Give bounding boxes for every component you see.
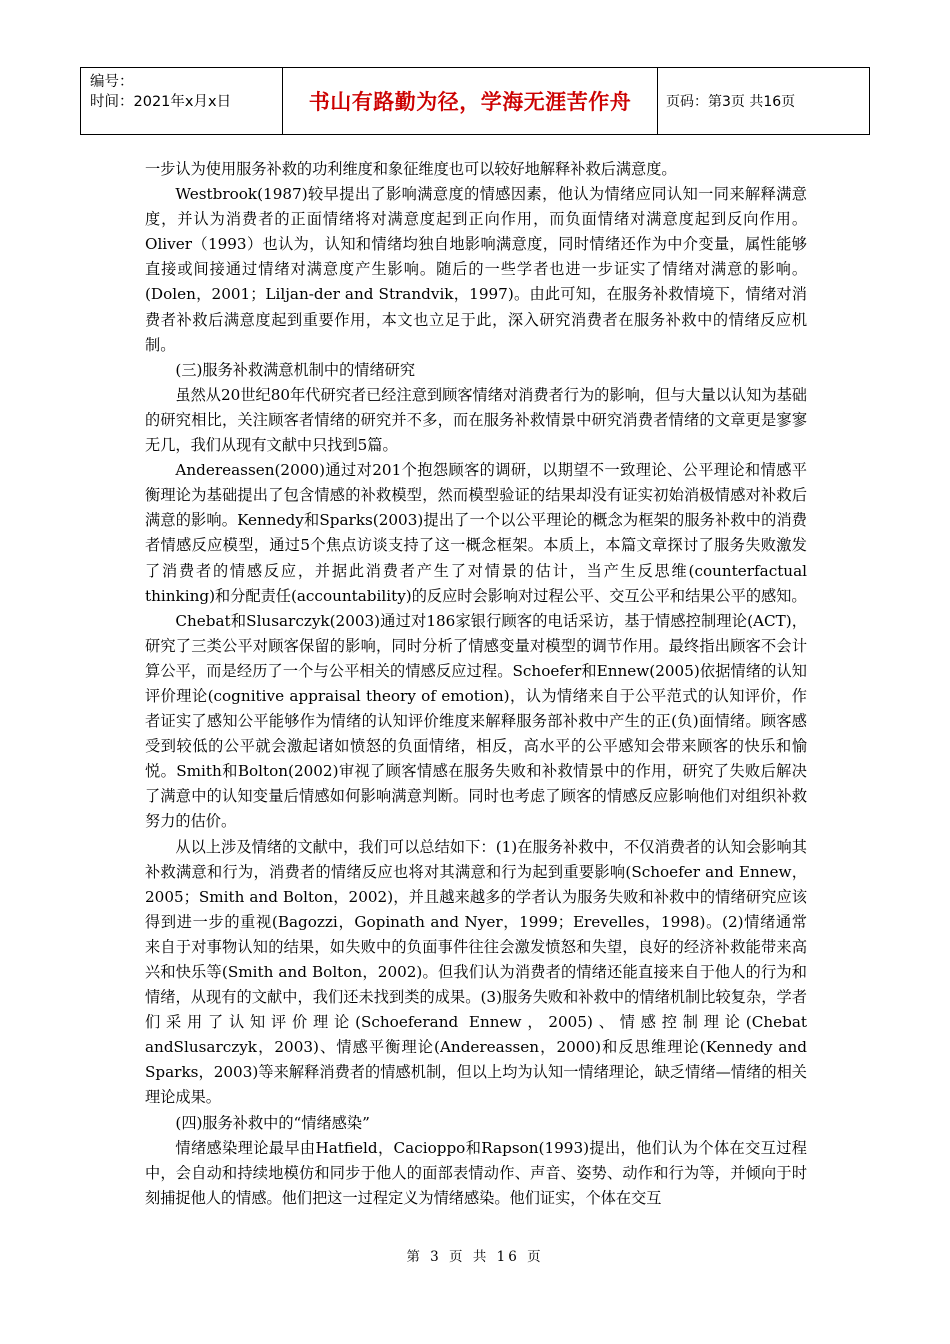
paragraph: Andereassen(2000)通过对201个抱怨顾客的调研，以期望不一致理论、公平理论和情感平衡理论为基础提出了包含情感的补救模型，然而模型验证的结果却没有证实初始消极情感对补救后满意的影响。Kennedy和Sparks(2003)提出了一个以公平理论的概念为框架的服务补救中的消费者情感反应模型，通过5个焦点访谈支持了这一概念框架。本质上，本篇文章探讨了服务失败激发了消费者的情感反应，并据此消费者产生了对情景的估计，当产生反思维(counterfactual thinking)和分配责任(accountability)的反应时会影响对过程公平、交互公平和结果公平的感知。: [145, 461, 807, 605]
section-heading: (四)服务补救中的“情绪感染”: [175, 1113, 370, 1132]
paragraph: 从以上涉及情绪的文献中，我们可以总结如下：(1)在服务补救中，不仅消费者的认知会影响其补救满意和行为，消费者的情绪反应也将对其满意和行为起到重要影响(Schoefer and Ennew，2005；Smith and Bolton，2002)，并且越来越多的学者认为服务失败和补救中的情绪研究应该得到进一步的重视(Bagozzi，Gopinath and Nyer，1999；Erevelles，1998)。(2)情绪通常来自于对事物认知的结果，如失败中的负面事件往往会激发愤怒和失望，良好的经济补救能带来高兴和快乐等(Smith and Bolton，2002)。但我们认为消费者的情绪还能直接来自于他人的行为和情绪，从现有的文献中，我们还未找到类的成果。(3)服务失败和补救中的情绪机制比较复杂，学者们采用了认知评价理论(Schoeferand Ennew，2005)、情感控制理论(Chebat andSlusarczyk，2003)、情感平衡理论(Andereassen，2000)和反思维理论(Kennedy and Sparks，2003)等来解释消费者的情感机制，但以上均为认知一情绪理论，缺乏情绪—情绪的相关理论成果。: [145, 837, 807, 1107]
paragraph-continuation: 一步认为使用服务补救的功利维度和象征维度也可以较好地解释补救后满意度。: [145, 160, 677, 178]
paragraph: 虽然从20世纪80年代研究者已经注意到顾客情绪对消费者行为的影响，但与大量以认知为基础的研究相比，关注顾客者情绪的研究并不多，而在服务补救情景中研究消费者情绪的文章更是寥寥无几，我们从现有文献中只找到5篇。: [145, 385, 807, 455]
page-footer: 第 3 页 共 16 页: [406, 1249, 544, 1265]
header-meta: [81, 68, 283, 134]
section-heading: (三)服务补救满意机制中的情绪研究: [175, 360, 416, 379]
header-motto: 书山有路勤为径，学海无涯苦作舟: [283, 68, 658, 134]
document-number-label: 编号：: [90, 74, 134, 90]
page-header: [80, 67, 870, 135]
paragraph: Westbrook(1987)较早提出了影响满意度的情感因素，他认为情绪应同认知一同来解释满意度，并认为消费者的正面情绪将对满意度起到正向作用，而负面情绪对满意度起到反向作用。Oliver（1993）也认为，认知和情绪均独自地影响满意度，同时情绪还作为中介变量，属性能够直接或间接通过情绪对满意度产生影响。随后的一些学者也进一步证实了情绪对满意的影响。(Dolen，2001；Liljan-der and Strandvik，1997)。由此可知，在服务补救情境下，情绪对消费者补救后满意度起到重要作用，本文也立足于此，深入研究消费者在服务补救中的情绪反应机制。: [145, 185, 807, 354]
paragraph: Chebat和Slusarczyk(2003)通过对186家银行顾客的电话采访，基于情感控制理论(ACT)，研究了三类公平对顾客保留的影响，同时分析了情感变量对模型的调节作用。最终指出顾客不会计算公平，而是经历了一个与公平相关的情感反应过程。Schoefer和Ennew(2005)依据情绪的认知评价理论(cognitive appraisal theory of emotion)，认为情绪来自于公平范式的认知评价，作者证实了感知公平能够作为情绪的认知评价维度来解释服务部补救中产生的正(负)面情绪。顾客感受到较低的公平就会激起诸如愤怒的负面情绪，相反，高水平的公平感知会带来顾客的快乐和愉悦。Smith和Bolton(2002)审视了顾客情感在服务失败和补救情景中的作用，研究了失败后解决了满意中的认知变量后情感如何影响满意判断。同时也考虑了顾客的情感反应影响他们对组织补救努力的估价。: [145, 611, 807, 831]
document-body: [145, 157, 807, 1211]
paragraph: 情绪感染理论最早由Hatfield，Cacioppo和Rapson(1993)提出，他们认为个体在交互过程中，会自动和持续地模仿和同步于他人的面部表情动作、声音、姿势、动作和行为等，并倾向于时刻捕捉他人的情感。他们把这一过程定义为情绪感染。他们证实，个体在交互: [145, 1138, 807, 1207]
header-page-info: 页码：第3页 共16页: [666, 94, 796, 110]
document-date-label: 时间：2021年x月x日: [90, 94, 232, 110]
